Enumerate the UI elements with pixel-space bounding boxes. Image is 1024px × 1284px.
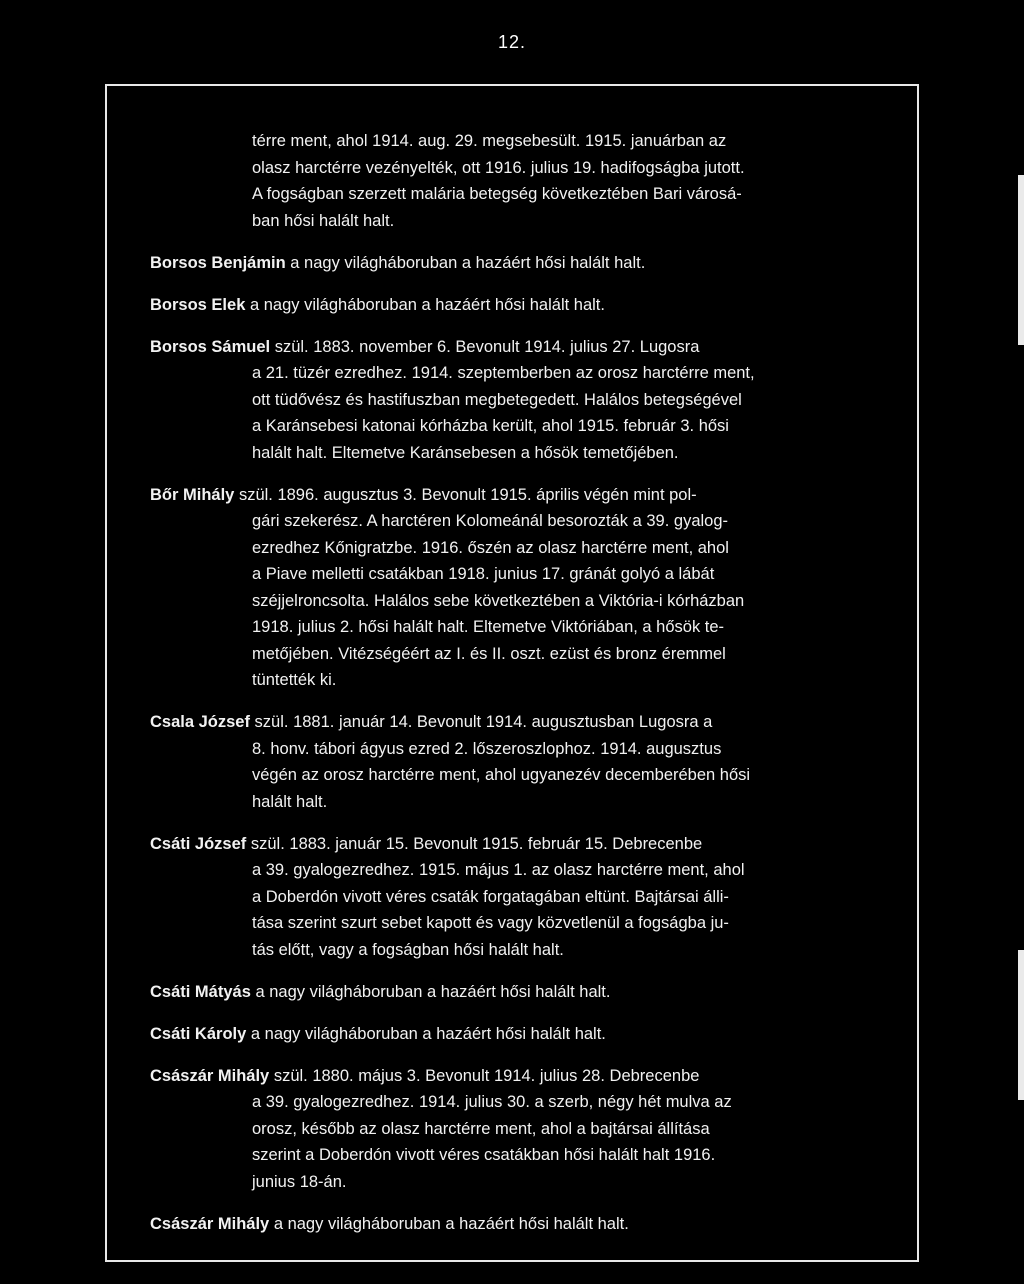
entry-line [150,334,870,361]
entry-name: Borsos Benjámin [150,253,286,272]
entry-name: Császár Mihály [150,1066,270,1085]
entry-line-text: szül. 1881. január 14. Bevonult 1914. augusztusban Lugosra a [249,713,713,731]
entry-line: végén az orosz harctérre ment, ahol ugyanezév decemberében hősi [252,766,751,784]
entry-line-text: szül. 1883. január 15. Bevonult 1915. február 15. Debrecenbe [246,834,703,853]
entry [150,1021,870,1048]
entry-name: Csáti József [150,834,247,853]
entry-line: a Karánsebesi katonai kórházba került, ahol 1915. február 3. hősi [252,417,729,435]
entry-line-text: szül. 1883. november 6. Bevonult 1914. julius 27. Lugosra [270,337,700,356]
entry-line: junius 18-án. [252,1172,347,1191]
entry [150,482,870,694]
entry-line [150,1211,870,1238]
entry-line: a 39. gyalogezredhez. 1915. május 1. az olasz harctérre ment, ahol [252,861,745,879]
entry-name: Borsos Elek [150,295,246,314]
entry-line-text: a nagy világháboruban a hazáért hősi halált halt. [246,1024,606,1043]
scan-edge-mark-bottom [1018,950,1024,1100]
entry-line-text: a nagy világháboruban a hazáért hősi halált halt. [250,982,611,1001]
entry-line: szerint a Doberdón vivott véres csatákban hősi halált halt 1916. [252,1146,716,1164]
scan-edge-mark-top [1018,175,1024,345]
entry-name: Császár Mihály [150,1214,270,1233]
entry-line [150,709,870,736]
entry-name: Csala József [150,713,250,731]
entry-line [150,831,870,858]
entry-line-text: szül. 1896. augusztus 3. Bevonult 1915. április végén mint pol- [234,485,697,504]
entry-name: Csáti Károly [150,1024,247,1043]
entry-line: A fogságban szerzett malária betegség következtében Bari városá- [252,185,742,203]
page-number: 12. [497,32,527,52]
entry-line [150,292,870,319]
entry-line: térre ment, ahol 1914. aug. 29. megsebesült. 1915. januárban az [252,132,727,150]
entry-line: gári szekerész. A harctéren Kolomeánál besorozták a 39. gyalog- [252,512,729,530]
entry [150,334,870,467]
entry [150,831,870,964]
entry-name: Csáti Mátyás [150,982,251,1001]
entry-line: ezredhez Kőnigratzbe. 1916. őszén az olasz harctérre ment, ahol [252,538,729,557]
entry-line: 1918. julius 2. hősi halált halt. Eltemetve Viktóriában, a hősök te- [252,618,725,636]
entry-line: orosz, később az olasz harctérre ment, ahol a bajtársai állítása [252,1119,710,1138]
entry-name: Bőr Mihály [150,485,235,504]
entry-line [150,1021,870,1048]
entry-line-text: szül. 1880. május 3. Bevonult 1914. julius 28. Debrecenbe [269,1066,700,1085]
entry-line: tüntették ki. [252,671,337,689]
entry [150,128,870,234]
entry-line: tása szerint szurt sebet kapott és vagy közvetlenül a fogságba ju- [252,914,729,932]
entry-line: metőjében. Vitézségéért az I. és II. oszt. ezüst és bronz éremmel [252,644,726,663]
entry-line: a 39. gyalogezredhez. 1914. julius 30. a szerb, négy hét mulva az [252,1093,732,1111]
entry-line [150,1063,870,1090]
entry-line: széjjelroncsolta. Halálos sebe következtében a Viktória-i kórházban [252,591,745,610]
entry-line: a Doberdón vivott véres csaták forgatagában eltünt. Bajtársai álli- [252,887,729,906]
entry-line: ban hősi halált halt. [252,211,395,230]
entry [150,709,870,815]
entry-line: 8. honv. tábori ágyus ezred 2. lőszeroszlophoz. 1914. augusztus [252,739,722,758]
entry-line [150,979,870,1006]
entry-line-text: a nagy világháboruban a hazáért hősi halált halt. [269,1214,629,1233]
entry [150,292,870,319]
entry-line-text: a nagy világháboruban a hazáért hősi halált halt. [285,253,646,272]
entry-line [150,482,870,509]
entry-line: a Piave melletti csatákban 1918. junius 17. gránát golyó a lábát [252,565,715,583]
entry-line: tás előtt, vagy a fogságban hősi halált halt. [252,940,564,959]
entry-line: halált halt. [252,792,328,811]
entry-line: ott tüdővész és hastifuszban megbetegedett. Halálos betegségével [252,390,742,409]
entry [150,250,870,277]
entry [150,1063,870,1196]
entry-line: a 21. tüzér ezredhez. 1914. szeptemberben az orosz harctérre ment, [252,364,755,382]
page-content [150,128,870,1253]
entry [150,979,870,1006]
entry-line-text: a nagy világháboruban a hazáért hősi halált halt. [245,295,605,314]
entry-line [150,250,870,277]
entry-line: olasz harctérre vezényelték, ott 1916. julius 19. hadifogságba jutott. [252,158,745,177]
entry-name: Borsos Sámuel [150,337,271,356]
entry-line: halált halt. Eltemetve Karánsebesen a hősök temetőjében. [252,443,679,462]
entry [150,1211,870,1238]
